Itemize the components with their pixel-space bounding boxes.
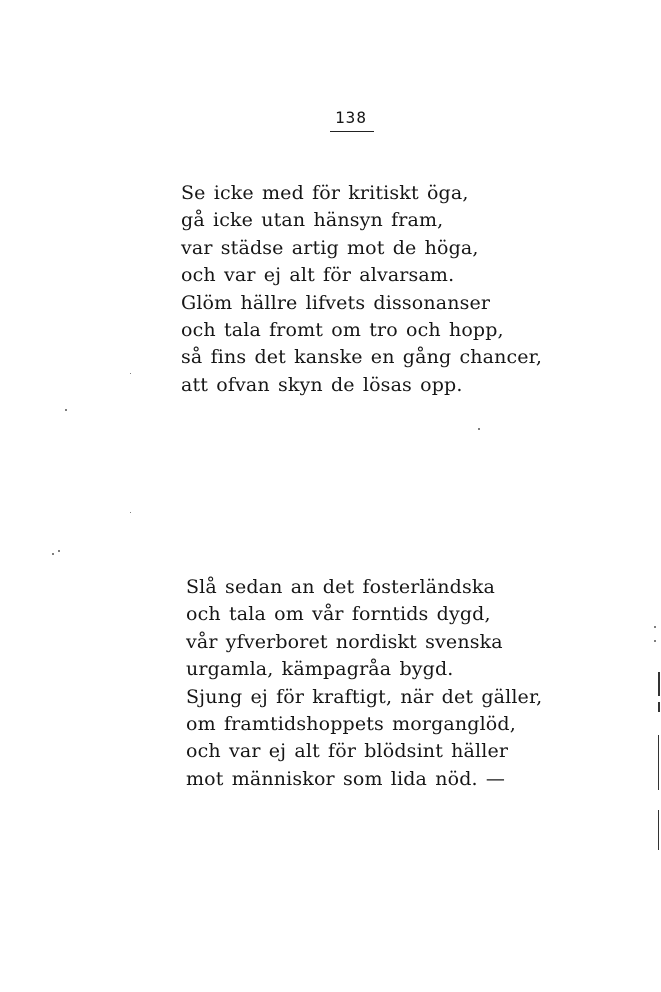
verse-line: och tala fromt om tro och hopp, (181, 318, 504, 341)
scan-speck (654, 640, 656, 642)
stanza-1 (181, 180, 561, 399)
verse-line: Glöm hällre lifvets dissonanser (181, 291, 491, 314)
verse-line: och tala om vår forntids dygd, (186, 603, 491, 626)
scan-edge-mark (658, 810, 659, 850)
verse-line: om framtidshoppets morganglöd, (186, 712, 516, 735)
scan-speck (52, 553, 54, 555)
scan-edge-mark (658, 702, 660, 712)
verse-line: vår yfverboret nordiskt svenska (186, 630, 503, 653)
verse-line: urgamla, kämpagråa bygd. (186, 658, 454, 681)
scan-speck (654, 626, 656, 628)
verse-line: Se icke med för kritiskt öga, (181, 182, 469, 204)
verse-line: och var ej alt för blödsint häller (186, 740, 509, 763)
scan-speck (58, 550, 60, 552)
verse-line: Sjung ej för kraftigt, när det gäller, (186, 685, 543, 708)
verse-line: så fins det kanske en gång chancer, (181, 346, 543, 369)
scan-speck (130, 512, 131, 513)
scan-speck (478, 428, 480, 430)
page-number-rule (330, 131, 374, 132)
verse-line: och var ej alt för alvarsam. (181, 264, 455, 287)
verse-line: mot människor som lida nöd. — (186, 767, 506, 790)
verse-line: Slå sedan an det fosterländska (186, 576, 495, 598)
scan-edge-mark (658, 672, 660, 696)
scan-speck (65, 409, 67, 411)
scan-edge-mark (658, 735, 659, 790)
scan-speck (130, 373, 131, 374)
verse-line: att ofvan skyn de lösas opp. (181, 373, 463, 396)
page-number: 138 (335, 108, 367, 127)
verse-line: var städse artig mot de höga, (181, 236, 479, 259)
verse-line: gå icke utan hänsyn fram, (181, 209, 444, 232)
stanza-2 (186, 574, 566, 793)
